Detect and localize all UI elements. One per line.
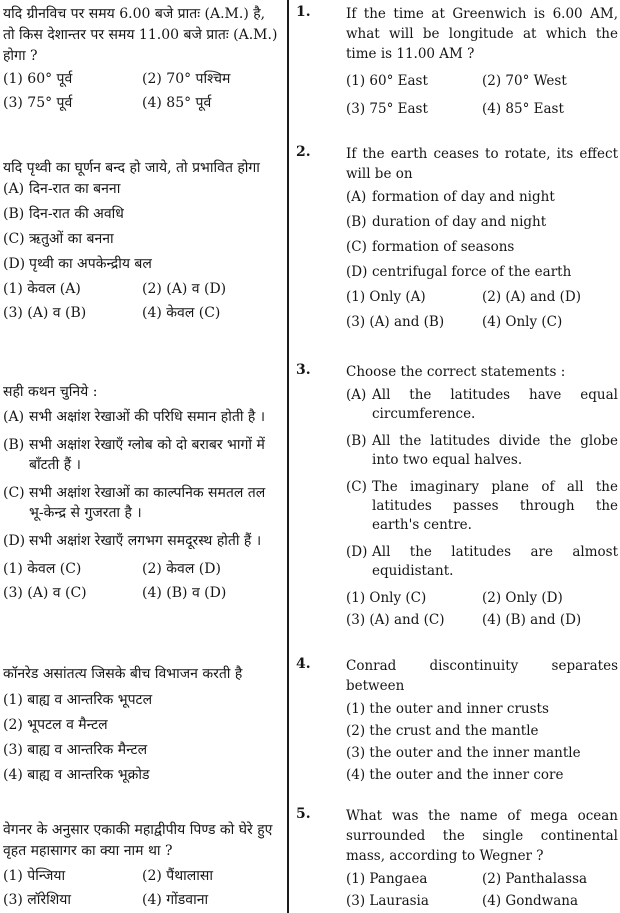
option-4: (4) बाह्य व आन्तरिक भूक्रोड: [3, 767, 150, 783]
option-4: (4) (B) व (D): [142, 585, 227, 601]
question-stem: सही कथन चुनिये :: [3, 384, 98, 400]
option-3: (3) बाह्य व आन्तरिक मैन्टल: [3, 742, 148, 758]
options-row: [3, 557, 281, 581]
option-3: (3) (A) व (B): [3, 305, 87, 321]
question-stem: If the time at Greenwich is 6.00 AM, what will be longitude at which the time is 11.00 AM ?: [346, 6, 618, 62]
option-1: (1) बाह्य व आन्तरिक भूपटल: [3, 692, 153, 708]
english-question-1: [296, 4, 618, 120]
hindi-question-2: [3, 158, 281, 325]
option-4: (4) 85° East: [482, 101, 564, 117]
option-2: (2) Panthalassa: [482, 871, 588, 887]
statement-a: (A) सभी अक्षांश रेखाओं की परिधि समान होती है ।: [3, 409, 266, 425]
statement-a: (A) दिन-रात का बनना: [3, 181, 121, 197]
options-row: [346, 868, 618, 890]
options-row: [3, 301, 281, 325]
statement-c: (C) ऋतुओं का बनना: [3, 231, 114, 247]
option-3: (3) (A) व (C): [3, 585, 87, 601]
statement-b: (B) All the latitudes divide the globe into two equal halves.: [346, 433, 618, 468]
statement-b: (B) सभी अक्षांश रेखाएँ ग्लोब को दो बराबर भागों में बाँटती हैं ।: [3, 437, 265, 473]
statement-a: (A) All the latitudes have equal circumference.: [346, 387, 618, 422]
question-number: 4.: [296, 656, 311, 672]
option-2: (2) (A) व (D): [142, 281, 227, 297]
english-question-5: [296, 806, 618, 912]
options-row: [346, 311, 618, 333]
option-4: (4) केवल (C): [142, 305, 221, 321]
statement-d: (D) centrifugal force of the earth: [346, 264, 572, 280]
option-3: (3) Laurasia: [346, 893, 429, 909]
option-1: (1) 60° पूर्व: [3, 71, 73, 87]
question-number: 2.: [296, 144, 311, 160]
options-row: [346, 587, 618, 609]
option-1: (1) 60° East: [346, 73, 428, 89]
question-stem: वेगनर के अनुसार एकाकी महाद्वीपीय पिण्ड को घेरे हुए वृहत महासागर का क्या नाम था ?: [3, 822, 273, 859]
option-1: (1) Pangaea: [346, 871, 428, 887]
question-stem: Choose the correct statements :: [346, 364, 566, 380]
statement-c: (C) The imaginary plane of all the latitudes passes through the earth's centre.: [346, 479, 618, 533]
option-1: (1) पेन्जिया: [3, 868, 66, 884]
hindi-question-5: [3, 820, 281, 912]
option-2: (2) केवल (D): [142, 561, 221, 577]
question-stem: यदि ग्रीनविच पर समय 6.00 बजे प्रातः (A.M.) है, तो किस देशान्तर पर समय 11.00 बजे प्रातः (A.M.) होगा ?: [3, 6, 278, 64]
statement-d: (D) पृथ्वी का अपकेन्द्रीय बल: [3, 256, 152, 272]
options-row: [3, 67, 281, 91]
statement-c: (C) सभी अक्षांश रेखाओं का काल्पनिक समतल तल भू-केन्द्र से गुजरता है ।: [3, 485, 266, 521]
question-stem: What was the name of mega ocean surrounded the single continental mass, according to Wegner ?: [346, 808, 618, 864]
option-1: (1) केवल (A): [3, 281, 81, 297]
statement-d: (D) All the latitudes are almost equidistant.: [346, 544, 618, 579]
option-4: (4) the outer and the inner core: [346, 767, 564, 783]
option-2: (2) पैंथालासा: [142, 868, 214, 884]
option-2: (2) Only (D): [482, 590, 563, 606]
question-stem: Conrad discontinuity separates between: [346, 658, 618, 694]
options-row: [3, 277, 281, 301]
statement-c: (C) formation of seasons: [346, 239, 515, 255]
english-question-3: [296, 362, 618, 631]
question-number: 5.: [296, 806, 311, 822]
options-row: [3, 888, 281, 912]
option-3: (3) 75° East: [346, 101, 428, 117]
options-row: [346, 890, 618, 912]
english-question-2: [296, 144, 618, 333]
options-row: [346, 286, 618, 308]
hindi-question-3: [3, 382, 281, 605]
option-2: (2) भूपटल व मैन्टल: [3, 717, 108, 733]
hindi-question-4: [3, 664, 281, 788]
question-stem: If the earth ceases to rotate, its effect will be on: [346, 146, 618, 182]
question-number: 3.: [296, 362, 311, 378]
question-stem: कॉनरेड असांतत्य जिसके बीच विभाजन करती है: [3, 666, 243, 682]
option-2: (2) (A) and (D): [482, 289, 582, 305]
statement-d: (D) सभी अक्षांश रेखाएँ लगभग समदूरस्थ होती हैं ।: [3, 533, 262, 549]
hindi-column: [3, 0, 281, 913]
question-stem: यदि पृथ्वी का घूर्णन बन्द हो जाये, तो प्रभावित होगा: [3, 160, 260, 176]
option-3: (3) (A) and (B): [346, 314, 445, 330]
option-4: (4) Only (C): [482, 314, 563, 330]
option-3: (3) 75° पूर्व: [3, 95, 73, 111]
english-question-4: [296, 656, 618, 786]
options-row: [346, 609, 618, 631]
option-4: (4) 85° पूर्व: [142, 95, 212, 111]
statement-b: (B) दिन-रात की अवधि: [3, 206, 124, 222]
options-row: [346, 70, 618, 92]
option-4: (4) गोंडवाना: [142, 892, 209, 908]
statement-b: (B) duration of day and night: [346, 214, 547, 230]
option-1: (1) केवल (C): [3, 561, 82, 577]
option-3: (3) the outer and the inner mantle: [346, 745, 581, 761]
statement-a: (A) formation of day and night: [346, 189, 555, 205]
option-2: (2) the crust and the mantle: [346, 723, 539, 739]
english-column: [296, 0, 618, 913]
option-3: (3) लॉरेशिया: [3, 892, 72, 908]
options-row: [3, 91, 281, 115]
question-number: 1.: [296, 4, 311, 20]
option-4: (4) Gondwana: [482, 893, 579, 909]
option-2: (2) 70° पश्चिम: [142, 71, 231, 87]
option-1: (1) Only (C): [346, 590, 427, 606]
option-4: (4) (B) and (D): [482, 612, 582, 628]
options-row: [3, 581, 281, 605]
options-row: [346, 98, 618, 120]
options-row: [3, 864, 281, 888]
option-3: (3) (A) and (C): [346, 612, 445, 628]
option-1: (1) the outer and inner crusts: [346, 701, 549, 717]
option-1: (1) Only (A): [346, 289, 426, 305]
column-divider: [287, 0, 289, 913]
option-2: (2) 70° West: [482, 73, 567, 89]
hindi-question-1: [3, 4, 281, 115]
